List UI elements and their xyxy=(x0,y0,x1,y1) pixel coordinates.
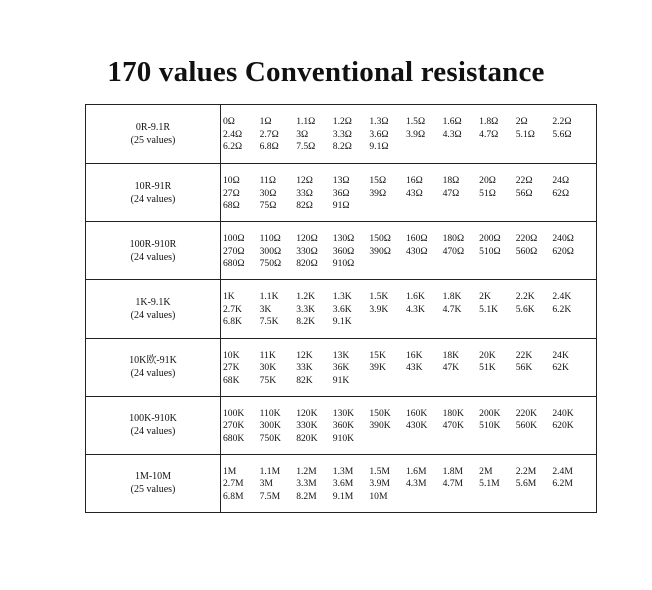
resistance-value: 300K xyxy=(259,420,281,432)
resistance-value: 68K xyxy=(223,374,240,386)
values-line xyxy=(223,433,596,446)
range-label xyxy=(86,105,221,163)
page-title: 170 values Conventional resistance xyxy=(107,56,545,88)
resistance-value: 4.7K xyxy=(442,303,462,315)
resistance-value: 1.6K xyxy=(405,291,425,303)
resistance-value: 0Ω xyxy=(223,116,235,127)
resistance-value: 1.8M xyxy=(442,465,464,477)
resistance-value: 3.3M xyxy=(296,478,317,490)
resistance-value: 510K xyxy=(479,420,501,432)
values-cell xyxy=(223,175,596,213)
resistance-value: 750K xyxy=(259,432,281,444)
resistance-value: 10K xyxy=(223,349,240,361)
values-line xyxy=(223,246,596,259)
resistance-value: 160Ω xyxy=(405,233,428,245)
values-line xyxy=(223,291,596,304)
range-text: 100K-910K xyxy=(129,413,177,425)
values-cell xyxy=(223,116,596,154)
resistance-value: 820K xyxy=(296,432,318,444)
resistance-value: 3.6Ω xyxy=(369,128,389,140)
resistance-value: 3.9M xyxy=(369,478,390,490)
resistance-value: 51Ω xyxy=(479,187,496,199)
resistance-value: 5.1K xyxy=(479,303,499,315)
resistance-value: 36Ω xyxy=(332,187,350,199)
resistance-value: 3.6K xyxy=(332,303,352,315)
resistance-value: 12Ω xyxy=(296,175,313,187)
resistance-value: 3.3K xyxy=(296,303,316,315)
resistance-value: 3.3Ω xyxy=(332,128,352,140)
resistance-value: 2.4K xyxy=(552,291,572,303)
resistance-value: 470K xyxy=(442,420,464,432)
resistance-value: 1.1Ω xyxy=(296,116,316,127)
range-text: 10K欧-91K xyxy=(129,355,177,367)
resistance-value: 11K xyxy=(259,349,276,361)
resistance-value: 6.2M xyxy=(552,478,573,490)
resistance-value: 13K xyxy=(332,349,350,361)
resistance-value: 4.3M xyxy=(405,478,427,490)
resistance-value: 110K xyxy=(259,407,281,419)
resistance-value: 200K xyxy=(479,407,501,419)
resistance-value: 1M xyxy=(223,465,237,477)
resistance-value: 3.6M xyxy=(332,478,354,490)
resistance-value: 5.1Ω xyxy=(515,128,535,140)
resistance-value: 39K xyxy=(369,362,386,374)
range-text: 1M-10M xyxy=(134,471,172,483)
values-line xyxy=(223,188,596,201)
resistance-value: 220Ω xyxy=(515,233,538,245)
range-label xyxy=(86,164,221,221)
values-line xyxy=(223,478,596,491)
resistance-value: 240K xyxy=(552,407,574,419)
resistance-value: 9.1M xyxy=(332,490,354,502)
range-label xyxy=(86,280,221,337)
resistance-value: 680Ω xyxy=(223,258,245,270)
resistance-value: 1.3K xyxy=(332,291,352,303)
resistance-value: 110Ω xyxy=(259,233,281,245)
table-row xyxy=(86,338,596,396)
resistance-value: 16K xyxy=(405,349,423,361)
resistance-value: 6.8M xyxy=(223,490,244,502)
range-text: 100R-910R xyxy=(129,238,177,250)
resistance-value: 3K xyxy=(259,303,272,315)
resistance-value: 1.8Ω xyxy=(479,116,499,127)
resistance-value: 1.6M xyxy=(405,465,427,477)
resistance-value: 36K xyxy=(332,362,350,374)
resistance-value: 4.7Ω xyxy=(479,128,499,140)
resistance-value: 20K xyxy=(479,349,496,361)
resistance-value: 3Ω xyxy=(296,128,309,140)
resistance-value: 180Ω xyxy=(442,233,465,245)
values-line xyxy=(223,175,596,188)
resistance-value: 300Ω xyxy=(259,245,282,257)
resistance-value: 91Ω xyxy=(332,200,350,212)
table-row xyxy=(86,396,596,454)
resistance-value: 27Ω xyxy=(223,187,240,199)
resistance-value: 160K xyxy=(405,407,428,419)
resistance-value: 430K xyxy=(405,420,428,432)
resistance-value: 15K xyxy=(369,349,386,361)
resistance-value: 1.2M xyxy=(296,465,317,477)
resistance-value: 270Ω xyxy=(223,245,245,257)
resistance-value: 330K xyxy=(296,420,318,432)
values-line xyxy=(223,316,596,329)
values-line xyxy=(223,350,596,363)
resistance-value: 2.2M xyxy=(515,465,537,477)
values-line xyxy=(223,116,596,129)
resistance-value: 430Ω xyxy=(405,245,428,257)
resistance-value: 240Ω xyxy=(552,233,574,245)
resistance-value: 56Ω xyxy=(515,187,533,199)
resistance-value: 820Ω xyxy=(296,258,318,270)
resistance-value: 2.4Ω xyxy=(223,128,243,140)
table-row xyxy=(86,163,596,221)
values-line xyxy=(223,129,596,142)
resistance-value: 62K xyxy=(552,362,569,374)
values-line xyxy=(223,466,596,479)
value-count: (24 values) xyxy=(130,251,176,263)
resistance-value: 150Ω xyxy=(369,233,391,245)
range-label xyxy=(86,339,221,396)
resistance-value: 5.1M xyxy=(479,478,500,490)
resistance-value: 180K xyxy=(442,407,464,419)
resistance-value: 560K xyxy=(515,420,538,432)
resistance-value: 560Ω xyxy=(515,245,538,257)
resistance-value: 15Ω xyxy=(369,175,387,187)
table-row xyxy=(86,279,596,337)
resistance-value: 2.7K xyxy=(223,303,242,315)
resistance-value: 100Ω xyxy=(223,233,245,245)
resistance-value: 9.1Ω xyxy=(369,141,389,152)
resistance-value: 620K xyxy=(552,420,574,432)
resistance-value: 7.5Ω xyxy=(296,141,316,152)
resistance-value: 470Ω xyxy=(442,245,465,257)
values-line xyxy=(223,141,596,154)
value-count: (25 values) xyxy=(130,484,176,496)
values-line xyxy=(223,233,596,246)
resistance-value: 1.2K xyxy=(296,291,316,303)
resistance-value: 75K xyxy=(259,374,277,386)
resistance-value: 680K xyxy=(223,432,245,444)
resistance-value: 2.4M xyxy=(552,465,573,477)
resistance-value: 620Ω xyxy=(552,245,574,257)
resistance-value: 4.3K xyxy=(405,303,425,315)
values-line xyxy=(223,258,596,271)
resistance-value: 750Ω xyxy=(259,258,282,270)
resistance-value: 1.3Ω xyxy=(369,116,389,127)
resistance-value: 16Ω xyxy=(405,175,423,187)
resistance-value: 510Ω xyxy=(479,245,501,257)
resistance-value: 120Ω xyxy=(296,233,318,245)
values-line xyxy=(223,375,596,388)
resistance-value: 5.6M xyxy=(515,478,537,490)
resistance-value: 1.1M xyxy=(259,465,281,477)
resistance-value: 27K xyxy=(223,362,240,374)
resistance-value: 130Ω xyxy=(332,233,355,245)
values-line xyxy=(223,408,596,421)
resistance-table xyxy=(85,104,597,513)
resistance-value: 130K xyxy=(332,407,355,419)
range-text: 1K-9.1K xyxy=(135,296,171,308)
resistance-value: 39Ω xyxy=(369,187,387,199)
resistance-value: 2.7M xyxy=(223,478,244,490)
resistance-value: 1.6Ω xyxy=(442,116,462,127)
resistance-value: 150K xyxy=(369,407,391,419)
resistance-value: 75Ω xyxy=(259,200,277,212)
value-count: (24 values) xyxy=(130,426,176,438)
resistance-value: 4.3Ω xyxy=(442,128,462,140)
resistance-value: 120K xyxy=(296,407,318,419)
resistance-value: 82Ω xyxy=(296,200,313,212)
value-count: (24 values) xyxy=(130,193,176,205)
resistance-value: 12K xyxy=(296,349,313,361)
resistance-value: 100K xyxy=(223,407,245,419)
resistance-value: 360Ω xyxy=(332,245,355,257)
resistance-value: 22K xyxy=(515,349,533,361)
table-row xyxy=(86,454,596,512)
resistance-value: 51K xyxy=(479,362,496,374)
resistance-value: 1.2Ω xyxy=(332,116,352,127)
resistance-value: 910Ω xyxy=(332,258,355,270)
table-row xyxy=(86,221,596,279)
resistance-value: 30K xyxy=(259,362,277,374)
resistance-value: 10Ω xyxy=(223,175,240,187)
resistance-value: 56K xyxy=(515,362,533,374)
resistance-value: 24K xyxy=(552,349,569,361)
value-count: (25 values) xyxy=(130,135,176,147)
resistance-value: 2Ω xyxy=(515,116,528,127)
range-label xyxy=(86,397,221,454)
resistance-value: 2.2K xyxy=(515,291,535,303)
values-line xyxy=(223,304,596,317)
resistance-value: 1.5M xyxy=(369,465,390,477)
resistance-value: 390Ω xyxy=(369,245,391,257)
resistance-value: 1.5K xyxy=(369,291,389,303)
resistance-value: 43Ω xyxy=(405,187,423,199)
resistance-value: 43K xyxy=(405,362,423,374)
resistance-value: 1.3M xyxy=(332,465,354,477)
values-cell xyxy=(223,408,596,446)
resistance-value: 360K xyxy=(332,420,355,432)
range-label xyxy=(86,455,221,512)
resistance-value: 82K xyxy=(296,374,313,386)
resistance-value: 1Ω xyxy=(259,116,272,127)
resistance-value: 8.2K xyxy=(296,316,316,328)
resistance-value: 9.1K xyxy=(332,316,352,328)
resistance-value: 330Ω xyxy=(296,245,318,257)
resistance-value: 22Ω xyxy=(515,175,533,187)
resistance-value: 2K xyxy=(479,291,491,303)
resistance-value: 18K xyxy=(442,349,460,361)
values-line xyxy=(223,420,596,433)
resistance-value: 910K xyxy=(332,432,355,444)
values-cell xyxy=(223,291,596,329)
range-text: 0R-9.1R xyxy=(135,122,171,134)
resistance-value: 20Ω xyxy=(479,175,496,187)
resistance-value: 3M xyxy=(259,478,273,490)
resistance-value: 1K xyxy=(223,291,235,303)
resistance-value: 6.8K xyxy=(223,316,242,328)
resistance-value: 18Ω xyxy=(442,175,460,187)
resistance-value: 11Ω xyxy=(259,175,276,187)
resistance-value: 47K xyxy=(442,362,460,374)
range-text: 10R-91R xyxy=(134,180,172,192)
resistance-value: 5.6Ω xyxy=(552,128,572,140)
values-line xyxy=(223,200,596,213)
resistance-value: 33Ω xyxy=(296,187,313,199)
resistance-value: 1.1K xyxy=(259,291,279,303)
resistance-value: 5.6K xyxy=(515,303,535,315)
value-count: (24 values) xyxy=(130,309,176,321)
resistance-value: 62Ω xyxy=(552,187,570,199)
resistance-value: 68Ω xyxy=(223,200,240,212)
resistance-value: 7.5K xyxy=(259,316,279,328)
resistance-value: 4.7M xyxy=(442,478,464,490)
resistance-value: 6.2Ω xyxy=(223,141,243,152)
table-row xyxy=(86,105,596,163)
resistance-value: 10M xyxy=(369,490,388,502)
values-line xyxy=(223,362,596,375)
resistance-value: 7.5M xyxy=(259,490,281,502)
resistance-value: 8.2Ω xyxy=(332,141,352,152)
resistance-value: 24Ω xyxy=(552,175,570,187)
resistance-value: 3.9K xyxy=(369,303,389,315)
resistance-value: 1.5Ω xyxy=(405,116,426,127)
resistance-value: 8.2M xyxy=(296,490,317,502)
resistance-value: 91K xyxy=(332,374,350,386)
resistance-value: 3.9Ω xyxy=(405,128,426,140)
resistance-value: 390K xyxy=(369,420,391,432)
range-label xyxy=(86,222,221,279)
resistance-value: 270K xyxy=(223,420,245,432)
values-cell xyxy=(223,233,596,271)
resistance-value: 33K xyxy=(296,362,313,374)
resistance-value: 200Ω xyxy=(479,233,501,245)
resistance-value: 6.2K xyxy=(552,303,572,315)
resistance-value: 47Ω xyxy=(442,187,460,199)
resistance-value: 6.8Ω xyxy=(259,141,279,152)
resistance-value: 2M xyxy=(479,465,493,477)
values-cell xyxy=(223,350,596,388)
resistance-value: 220K xyxy=(515,407,538,419)
resistance-value: 1.8K xyxy=(442,291,462,303)
values-cell xyxy=(223,466,596,504)
resistance-value: 30Ω xyxy=(259,187,277,199)
resistance-value: 2.7Ω xyxy=(259,128,279,140)
resistance-value: 2.2Ω xyxy=(552,116,572,127)
values-line xyxy=(223,491,596,504)
resistance-value: 13Ω xyxy=(332,175,350,187)
value-count: (24 values) xyxy=(130,368,176,380)
